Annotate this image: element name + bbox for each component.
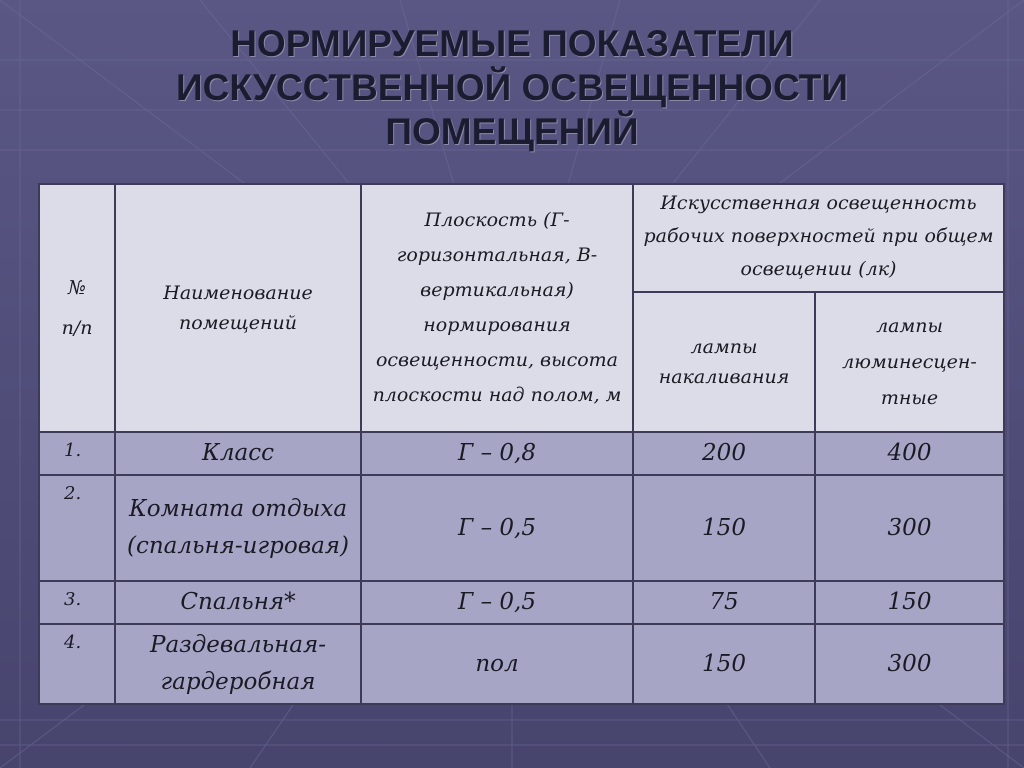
header-plane: Плоскость (Г-горизонтальная, В-вертикальная) нормирования освещенности, высота плоскости над полом, м: [361, 184, 633, 432]
row-room-name: Класс: [115, 432, 361, 475]
title-line-1: НОРМИРУЕМЫЕ ПОКАЗАТЕЛИ: [230, 23, 794, 64]
row-number: 1.: [39, 432, 115, 475]
row-fluorescent: 300: [815, 624, 1004, 704]
row-plane: пол: [361, 624, 633, 704]
header-number-sign: №: [68, 277, 86, 299]
row-incandescent: 150: [633, 624, 815, 704]
row-plane: Г – 0,5: [361, 475, 633, 581]
table-row: [39, 475, 1004, 581]
title-line-2: ИСКУССТВЕННОЙ ОСВЕЩЕННОСТИ: [176, 67, 848, 108]
header-number: [39, 184, 115, 432]
row-incandescent: 150: [633, 475, 815, 581]
illumination-table: [38, 183, 1005, 705]
header-room-name: Наименование помещений: [115, 184, 361, 432]
table-row: [39, 624, 1004, 704]
header-fluorescent: лампы люминесцен-тные: [815, 292, 1004, 432]
row-number: 2.: [39, 475, 115, 581]
page-title: [0, 22, 1024, 154]
header-illumination: Искусственная освещенность рабочих поверхностей при общем освещении (лк): [633, 184, 1004, 292]
row-incandescent: 75: [633, 581, 815, 624]
row-plane: Г – 0,5: [361, 581, 633, 624]
table-row: [39, 581, 1004, 624]
header-incandescent: лампы накаливания: [633, 292, 815, 432]
table-row: [39, 432, 1004, 475]
row-incandescent: 200: [633, 432, 815, 475]
row-plane: Г – 0,8: [361, 432, 633, 475]
row-fluorescent: 300: [815, 475, 1004, 581]
row-room-name: Спальня*: [115, 581, 361, 624]
row-fluorescent: 150: [815, 581, 1004, 624]
row-fluorescent: 400: [815, 432, 1004, 475]
row-room-name: Комната отдыха (спальня-игровая): [115, 475, 361, 581]
row-number: 3.: [39, 581, 115, 624]
title-line-3: ПОМЕЩЕНИЙ: [385, 111, 639, 152]
row-number: 4.: [39, 624, 115, 704]
header-number-abbr: п/п: [61, 317, 93, 339]
row-room-name: Раздевальная-гардеробная: [115, 624, 361, 704]
